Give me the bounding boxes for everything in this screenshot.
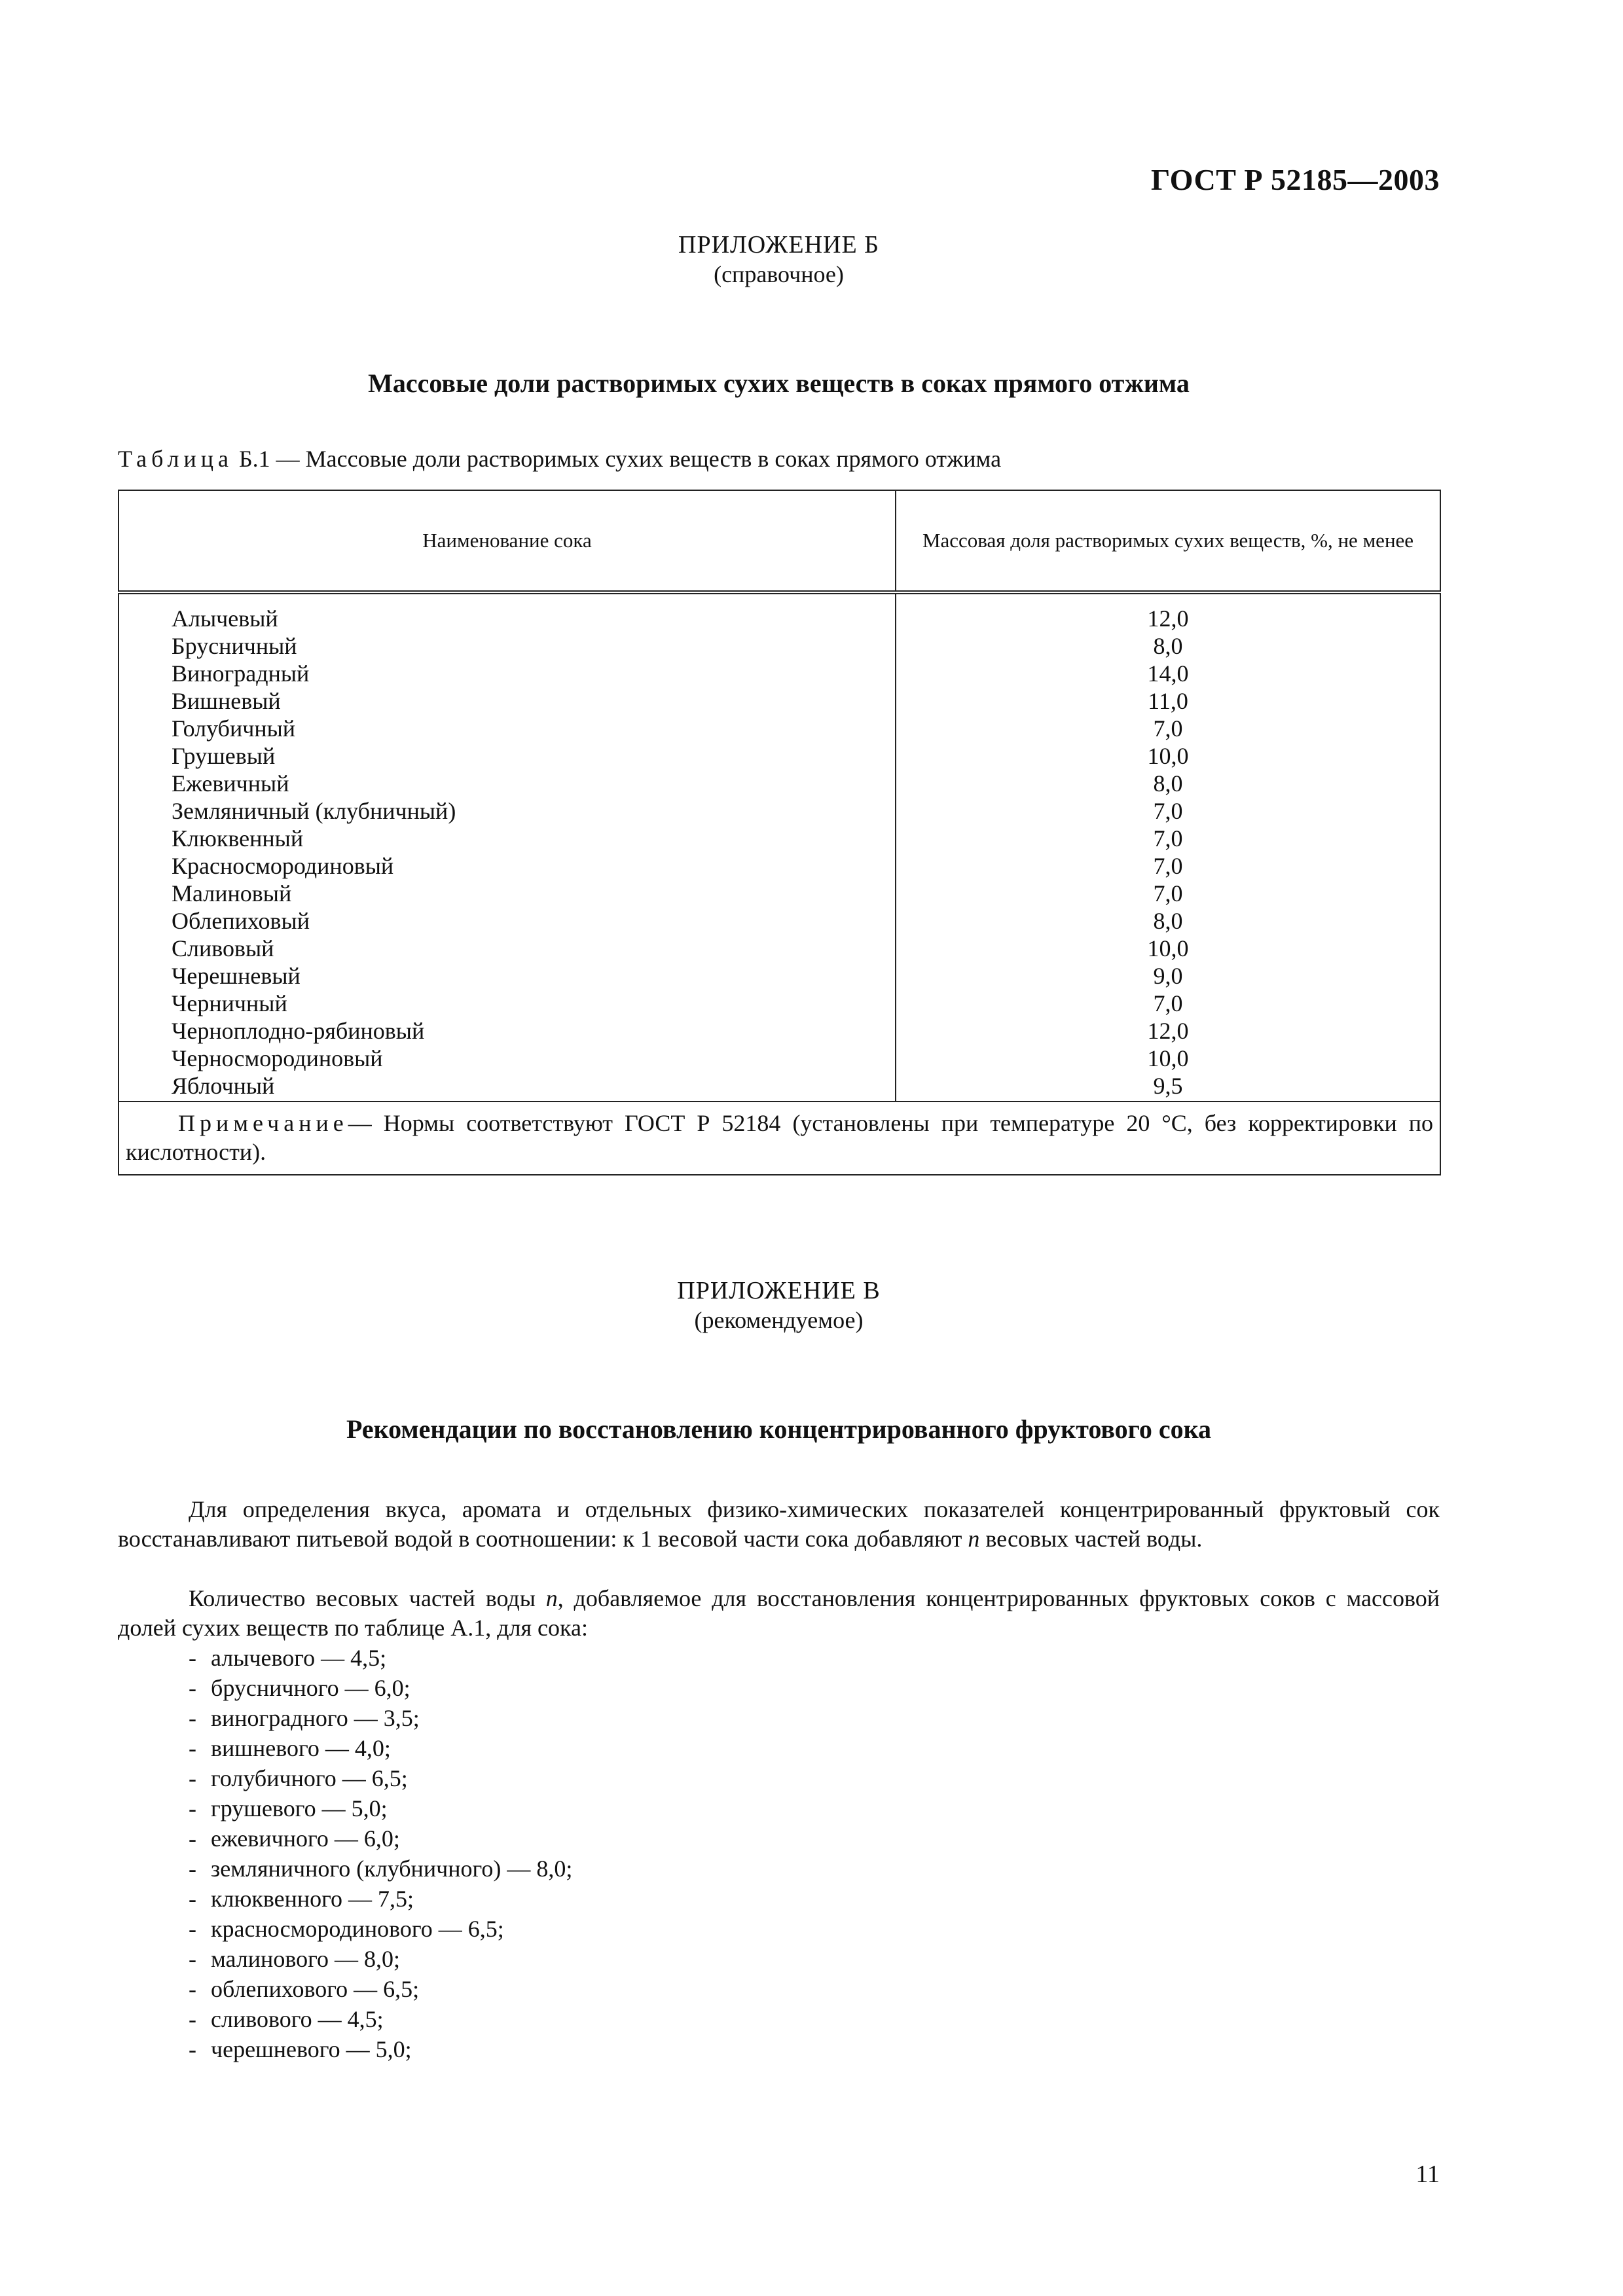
list-item: [189, 1823, 572, 1854]
list-item-text: вишневого — 4,0;: [211, 1735, 391, 1761]
appendix-v-status: (рекомендуемое): [694, 1307, 864, 1333]
juice-table: [118, 490, 1441, 1175]
list-marker: -: [189, 1795, 196, 1821]
list-item-text: брусничного — 6,0;: [211, 1675, 410, 1701]
note-label: Примечание: [178, 1110, 348, 1136]
table-caption-text: Б.1 — Массовые доли растворимых сухих веществ в соках прямого отжима: [238, 446, 1002, 472]
list-marker: -: [189, 2006, 196, 2032]
juice-name: Черничный: [172, 990, 287, 1016]
paragraph-1-end: весовых частей воды.: [979, 1526, 1203, 1552]
juice-name: Красносмородиновый: [172, 853, 394, 879]
juice-value: 7,0: [1153, 715, 1183, 742]
juice-value: 10,0: [1147, 935, 1189, 961]
list-marker: -: [189, 1705, 196, 1731]
paragraph-1-start: Для определения вкуса, аромата и отдельных физико-химических показателей концентрированный фруктовый сок восстанавливают питьевой водой в соотношении: к 1 весовой части сока добавляют: [118, 1496, 1440, 1552]
table-caption: [118, 445, 1001, 473]
juice-value: 8,0: [1153, 770, 1183, 797]
juice-value: 7,0: [1153, 798, 1183, 824]
list-marker: -: [189, 1825, 196, 1852]
paragraph-1: [118, 1495, 1440, 1554]
list-item-text: виноградного — 3,5;: [211, 1705, 420, 1731]
list-marker: -: [189, 1856, 196, 1882]
standard-number: ГОСТ Р 52185—2003: [1151, 163, 1440, 196]
juice-value: 7,0: [1153, 880, 1183, 906]
juice-name: Облепиховый: [172, 908, 310, 934]
juice-name: Вишневый: [172, 688, 281, 714]
list-item: [189, 1673, 572, 1703]
juice-names-column: [119, 592, 896, 1102]
juice-value: 9,0: [1153, 963, 1183, 989]
juice-name: Земляничный (клубничный): [172, 798, 456, 824]
list-marker: -: [189, 2036, 196, 2062]
list-item: [189, 1703, 572, 1733]
list-item-text: клюквенного — 7,5;: [211, 1886, 414, 1912]
appendix-v-heading: Рекомендации по восстановлению концентрированного фруктового сока: [346, 1414, 1212, 1444]
dilution-list-items: [189, 1643, 572, 2064]
table-note: [119, 1102, 1440, 1175]
list-item-text: алычевого — 4,5;: [211, 1645, 387, 1671]
appendix-b-heading: Массовые доли растворимых сухих веществ в соках прямого отжима: [368, 368, 1190, 398]
list-marker: -: [189, 1735, 196, 1761]
list-item-text: черешневого — 5,0;: [211, 2036, 412, 2062]
paragraph-2-end: , добавляемое для восстановления концентрированных фруктовых соков с массовой долей сухих веществ по таблице А.1, для сока:: [118, 1585, 1440, 1641]
table-caption-label: Таблица: [118, 446, 233, 472]
list-marker: -: [189, 1916, 196, 1942]
list-item: [189, 1733, 572, 1763]
dilution-list: [189, 1643, 572, 2064]
juice-value: 10,0: [1147, 743, 1189, 769]
column-header-value: Массовая доля растворимых сухих веществ, %, не менее: [896, 490, 1440, 592]
list-item: [189, 1914, 572, 1944]
list-item-text: голубичного — 6,5;: [211, 1765, 408, 1791]
juice-value: 8,0: [1153, 633, 1183, 659]
list-item-text: ежевичного — 6,0;: [211, 1825, 400, 1852]
paragraph-2: [118, 1584, 1440, 1643]
list-marker: -: [189, 1675, 196, 1701]
juice-value: 7,0: [1153, 990, 1183, 1016]
juice-name: Брусничный: [172, 633, 297, 659]
juice-name: Алычевый: [172, 605, 278, 632]
juice-value: 7,0: [1153, 853, 1183, 879]
juice-name: Яблочный: [172, 1073, 275, 1099]
juice-name: Голубичный: [172, 715, 296, 742]
list-item: [189, 1884, 572, 1914]
list-item-text: облепихового — 6,5;: [211, 1976, 420, 2002]
list-item: [189, 1643, 572, 1673]
list-item-text: малинового — 8,0;: [211, 1946, 400, 1972]
juice-name: Виноградный: [172, 660, 310, 687]
juice-name: Грушевый: [172, 743, 276, 769]
juice-name: Черешневый: [172, 963, 301, 989]
table-header-row: [119, 490, 1440, 592]
list-marker: -: [189, 1946, 196, 1972]
list-item: [189, 1944, 572, 1974]
juice-value: 12,0: [1147, 1018, 1189, 1044]
table-note-row: [119, 1102, 1440, 1175]
list-marker: -: [189, 1645, 196, 1671]
list-marker: -: [189, 1886, 196, 1912]
list-marker: -: [189, 1976, 196, 2002]
juice-name: Черносмородиновый: [172, 1045, 383, 1071]
variable-n: n: [968, 1526, 980, 1552]
juice-name: Малиновый: [172, 880, 292, 906]
juice-name: Ежевичный: [172, 770, 289, 797]
page-number: 11: [1415, 2161, 1440, 2188]
list-item: [189, 1974, 572, 2004]
juice-name: Сливовый: [172, 935, 274, 961]
list-item-text: грушевого — 5,0;: [211, 1795, 388, 1821]
list-item: [189, 1793, 572, 1823]
juice-value: 8,0: [1153, 908, 1183, 934]
list-item-text: земляничного (клубничного) — 8,0;: [211, 1856, 573, 1882]
juice-values-column: [896, 592, 1440, 1102]
juice-value: 10,0: [1147, 1045, 1189, 1071]
juice-value: 14,0: [1147, 660, 1189, 687]
juice-value: 7,0: [1153, 825, 1183, 852]
juice-value: 12,0: [1147, 605, 1189, 632]
appendix-b-status: (справочное): [714, 261, 844, 287]
note-text: — Нормы соответствуют ГОСТ Р 52184 (установлены при температуре 20 °С, без корректировки по кислотности).: [126, 1110, 1433, 1165]
list-item-text: красносмородинового — 6,5;: [211, 1916, 504, 1942]
list-marker: -: [189, 1765, 196, 1791]
list-item: [189, 1854, 572, 1884]
table-body-row: [119, 592, 1440, 1102]
column-header-name: Наименование сока: [119, 490, 896, 592]
appendix-b-title: ПРИЛОЖЕНИЕ Б: [678, 231, 879, 259]
paragraph-2-start: Количество весовых частей воды: [189, 1585, 546, 1611]
list-item: [189, 2004, 572, 2034]
juice-name: Клюквенный: [172, 825, 304, 852]
list-item: [189, 2034, 572, 2064]
juice-name: Черноплодно-рябиновый: [172, 1018, 425, 1044]
list-item-text: сливового — 4,5;: [211, 2006, 384, 2032]
appendix-v-title: ПРИЛОЖЕНИЕ В: [677, 1277, 881, 1304]
list-item: [189, 1763, 572, 1793]
juice-value: 11,0: [1148, 688, 1188, 714]
juice-value: 9,5: [1153, 1073, 1183, 1099]
variable-n: n: [545, 1585, 558, 1611]
